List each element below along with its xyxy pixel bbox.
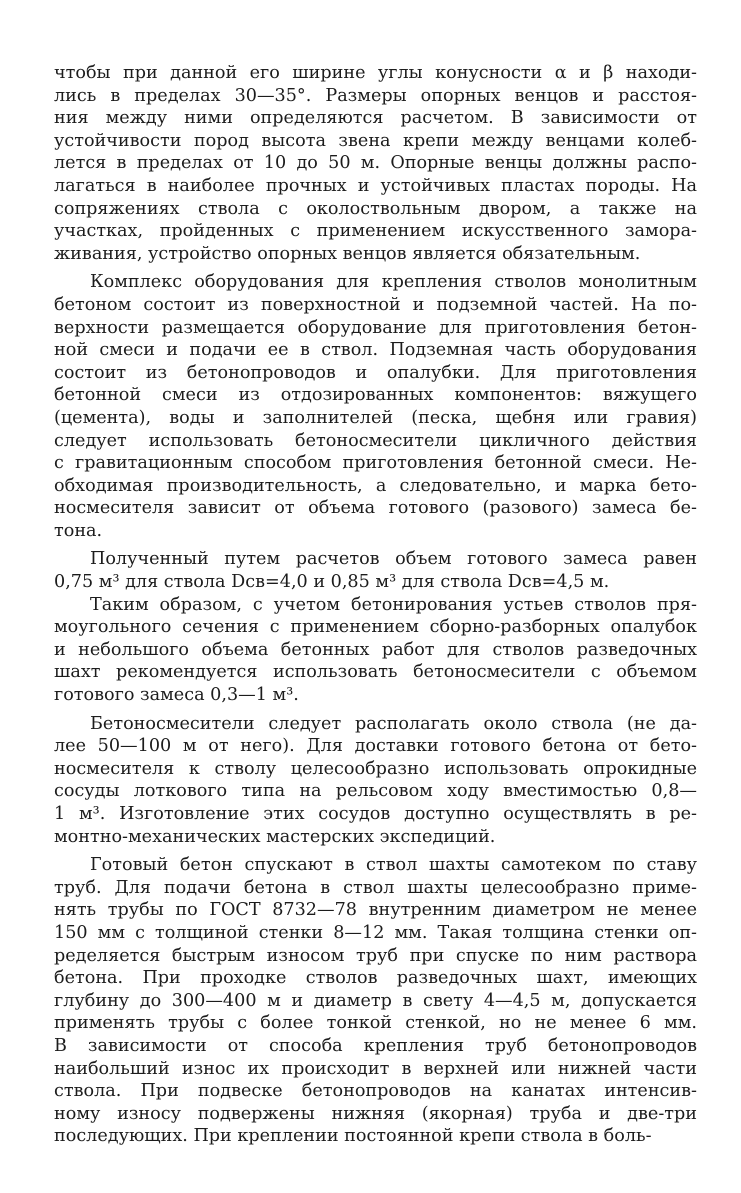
text-line: следует использовать бетоносмесители цикличного действия	[54, 430, 697, 451]
text-line: ния между ними определяются расчетом. В зависимости от	[54, 108, 697, 129]
text-line: живания, устройство опорных венцов является обязательным.	[54, 243, 641, 264]
paragraph-mixer-placement	[54, 713, 697, 849]
text-line: чтобы при данной его ширине углы конусности α и β находи-	[54, 63, 697, 83]
text-line: устойчивости пород высота звена крепи между венцами колеб-	[54, 130, 697, 151]
text-line: лется в пределах от 10 до 50 м. Опорные венцы должны распо-	[54, 153, 697, 174]
text-line: ствола. При подвеске бетонопроводов на канатах интенсив-	[54, 1081, 697, 1102]
text-line: шахт рекомендуется использовать бетоносмесители с объемом	[54, 662, 697, 683]
text-line: наибольший износ их происходит в верхней или нижней части	[54, 1058, 697, 1079]
text-line: бетона. При проходке стволов разведочных шахт, имеющих	[54, 968, 697, 989]
text-line: Бетоносмесители следует располагать около ствола (не да-	[90, 713, 697, 734]
text-line: Комплекс оборудования для крепления стволов монолитным	[90, 272, 697, 293]
text-line: сосуды лоткового типа на рельсовом ходу вместимостью 0,8—	[54, 781, 697, 802]
text-line: и небольшого объема бетонных работ для стволов разведочных	[54, 639, 697, 660]
paragraph-equipment-complex	[54, 271, 697, 542]
text-line: 0,75 м³ для ствола Dсв=4,0 и 0,85 м³ для ствола Dсв=4,5 м.	[54, 572, 610, 593]
text-line: ределяется быстрым износом труб при спуске по ним раствора	[54, 945, 697, 966]
paragraph-concrete-pipes	[54, 854, 697, 1148]
text-line: лее 50—100 м от него). Для доставки готового бетона от бето-	[54, 736, 697, 757]
text-line: Полученный путем расчетов объем готового замеса равен	[90, 549, 697, 570]
text-line: готового замеса 0,3—1 м³.	[54, 685, 299, 706]
text-line: монтно-механических мастерских экспедиций.	[54, 826, 496, 847]
text-line: применять трубы с более тонкой стенкой, но не менее 6 мм.	[54, 1013, 697, 1034]
text-line: труб. Для подачи бетона в ствол шахты целесообразно приме-	[54, 877, 697, 898]
text-line: бетонной смеси из отдозированных компонентов: вяжущего	[54, 385, 697, 406]
paragraph-batch-volume	[54, 548, 697, 593]
text-line: носмесителя зависит от объема готового (разового) замеса бе-	[54, 498, 697, 519]
text-line: 1 м³. Изготовление этих сосудов доступно осуществлять в ре-	[54, 804, 697, 824]
text-line: лись в пределах 30—35°. Размеры опорных венцов и расстоя-	[54, 85, 697, 106]
text-line: моугольного сечения с применением сборно-разборных опалубок	[54, 617, 697, 638]
text-line: последующих. При креплении постоянной крепи ствола в боль-	[54, 1126, 652, 1147]
text-line: Готовый бетон спускают в ствол шахты самотеком по ставу	[90, 855, 697, 876]
text-line: с гравитационным способом приготовления бетонной смеси. Не-	[54, 453, 697, 474]
text-line: глубину до 300—400 м и диаметр в свету 4—4,5 м, допускается	[54, 990, 697, 1011]
text-line: обходимая производительность, а следовательно, и марка бето-	[54, 475, 697, 496]
text-line: бетоном состоит из поверхностной и подземной частей. На по-	[54, 294, 697, 315]
text-line: верхности размещается оборудование для приготовления бетон-	[54, 317, 697, 338]
text-line: ной смеси и подачи ее в ствол. Подземная часть оборудования	[54, 340, 697, 361]
text-line: ному износу подвержены нижняя (якорная) труба и две-три	[54, 1103, 697, 1124]
text-line: В зависимости от способа крепления труб бетонопроводов	[54, 1035, 697, 1056]
text-line: лагаться в наиболее прочных и устойчивых пластах породы. На	[54, 175, 697, 196]
paragraph-concrete-rings	[54, 62, 697, 265]
text-line: тона.	[54, 520, 103, 541]
text-line: носмесителя к стволу целесообразно использовать опрокидные	[54, 758, 697, 779]
text-line: состоит из бетонопроводов и опалубки. Для приготовления	[54, 362, 697, 383]
text-line: нять трубы по ГОСТ 8732—78 внутренним диаметром не менее	[54, 900, 697, 921]
text-line: сопряжениях ствола с околоствольным двором, а также на	[54, 198, 697, 219]
text-line: участках, пройденных с применением искусственного замора-	[54, 221, 697, 242]
text-line: (цемента), воды и заполнителей (песка, щебня или гравия)	[54, 407, 697, 428]
text-line: Таким образом, с учетом бетонирования устьев стволов пря-	[90, 594, 697, 615]
paragraph-mixer-recommendation	[54, 594, 697, 707]
text-line: 150 мм с толщиной стенки 8—12 мм. Такая толщина стенки оп-	[54, 922, 697, 943]
